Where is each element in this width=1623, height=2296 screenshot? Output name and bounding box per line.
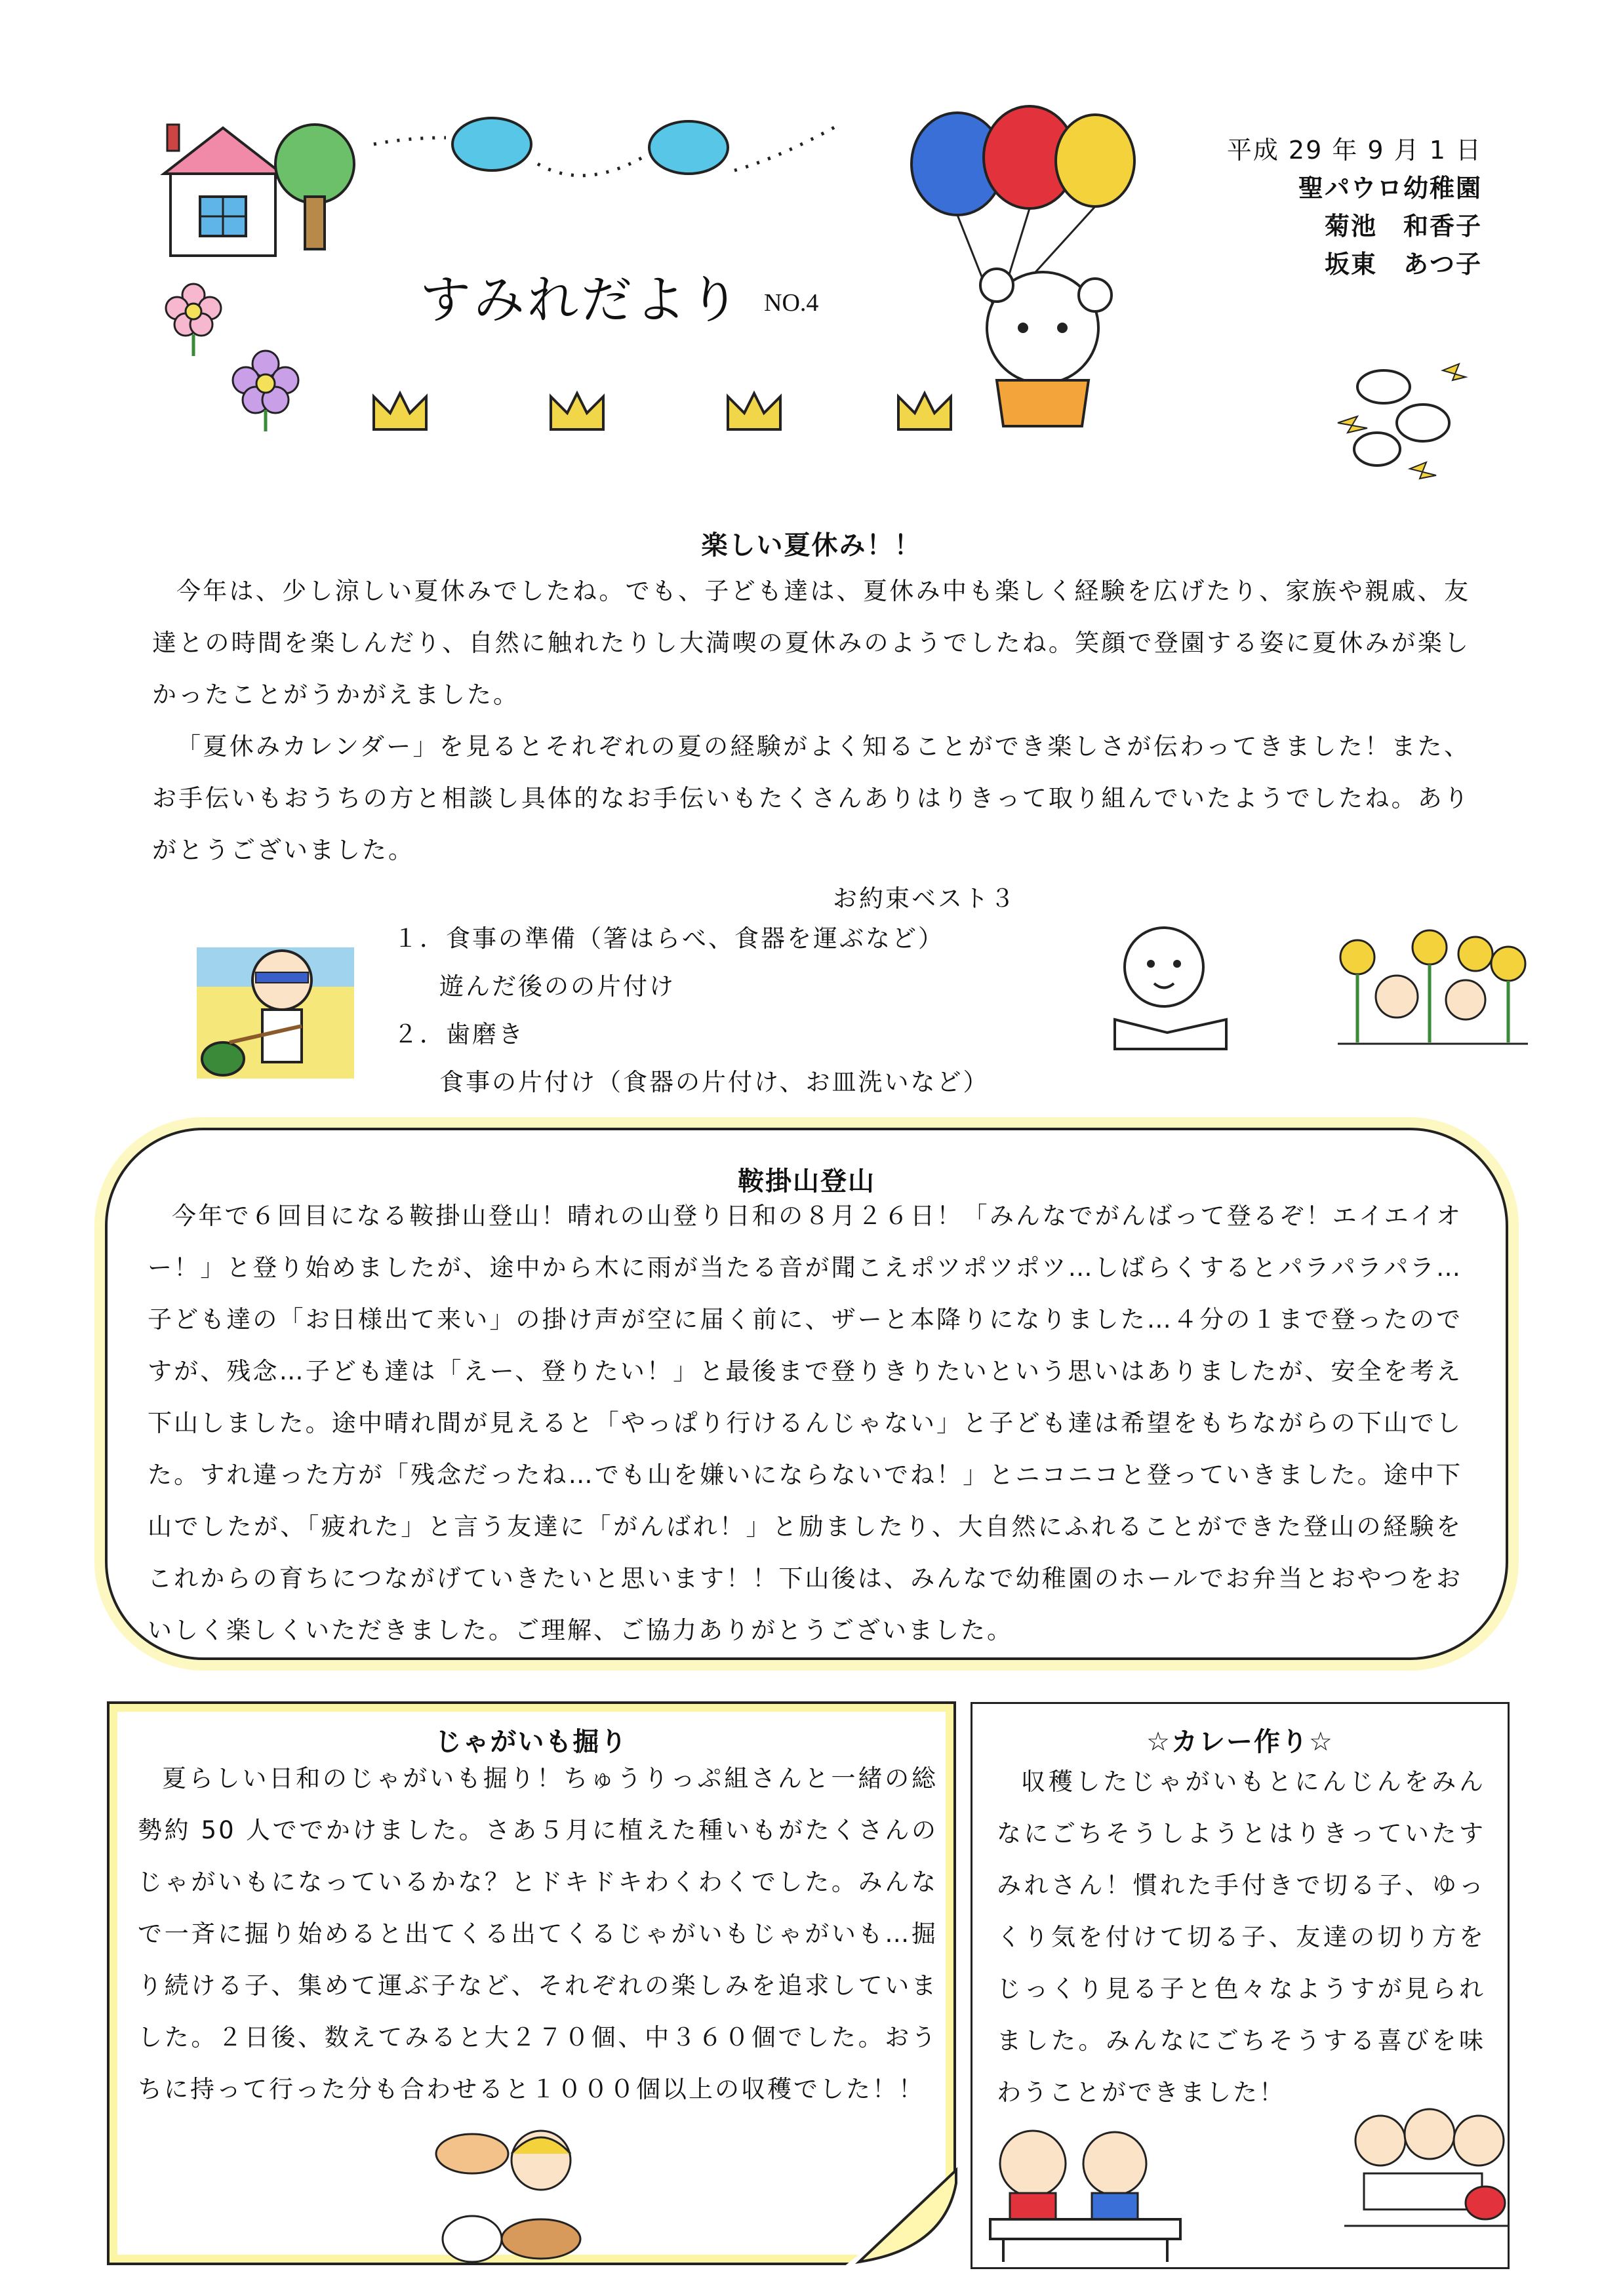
summer-heading: 楽しい夏休み！！ — [701, 530, 922, 561]
children-eating-illustration — [977, 2114, 1193, 2265]
best-promises-title: お約束ベスト３ — [833, 884, 1016, 913]
page-curl-corner — [846, 2170, 961, 2268]
issue-number: NO.4 — [764, 289, 819, 317]
best-item-2-extra: 食事の片付け（食器の片付け、お皿洗いなど） — [439, 1068, 990, 1096]
watermelon-splitting-illustration — [190, 928, 361, 1085]
summer-paragraph-2: 「夏休みカレンダー」を見るとそれぞれの夏の経験がよく知ることができ楽しさが伝わってきました！また、お手伝いもおうちの方と相談し具体的なお手伝いもたくさんありはりきって取り組んでいたようでしたね。ありがとうございました。 — [152, 732, 1470, 864]
mountain-heading: 鞍掛山登山 — [738, 1166, 875, 1197]
flower-large-icon — [226, 347, 305, 433]
flower-small-icon — [161, 279, 226, 357]
birds-dotted-path-illustration — [367, 105, 918, 210]
curry-heading: ☆カレー作り☆ — [1146, 1727, 1334, 1757]
summer-paragraph-1: 今年は、少し涼しい夏休みでしたね。でも、子ども達は、夏休み中も楽しく経験を広げたり、家族や親戚、友達との時間を楽しんだり、自然に触れたりし大満喫の夏休みのようでしたね。笑顔で登園する姿に夏休みが楽しかったことがうかがえました。 — [152, 577, 1470, 709]
newsletter-title: すみれだより — [420, 271, 743, 330]
best-item-2: ２．歯磨き — [393, 1020, 525, 1048]
author-1: 菊池 和香子 — [1324, 212, 1482, 241]
mountain-body: 今年で６回目になる鞍掛山登山！晴れの山登り日和の８月２６日！「みんなでがんばって登るぞ！エイエイオー！」と登り始めましたが、途中から木に雨が当たる音が聞こえポツポツポツ…しばらくするとパラパラパラ…子ども達の「お日様出て来い」の掛け声が空に届く前に、ザーと本降りになりました…４分の１まで登ったのですが、残念…子ども達は「えー、登りたい！」と最後まで登りきりたいという思いはありましたが、安全を考え下山しました。途中晴れ間が見えると「やっぱり行けるんじゃない」と子ども達は希望をもちながらの下山でした。すれ違った方が「残念だったね…でも山を嫌いにならないでね！」とニコニコと登っていきました。途中下山でしたが、「疲れた」と言う友達に「がんばれ！」と励ましたり、大自然にふれることができた登山の経験をこれからの育ちにつながげていきたいと思います！！下山後は、みんなで幼稚園のホールでお弁当とおやつをおいしく楽しくいただきました。ご理解、ご協力ありがとうございました。 — [148, 1202, 1462, 1644]
crowns-row-illustration — [367, 384, 957, 436]
best-item-1: １．食事の準備（箸はらべ、食器を運ぶなど） — [393, 924, 944, 953]
children-cooking-illustration — [1344, 2095, 1508, 2239]
child-reading-book-illustration — [1108, 921, 1233, 1052]
author-2: 坂東 あつ子 — [1324, 250, 1482, 279]
best-item-1-extra: 遊んだ後のの片付け — [439, 972, 675, 1000]
potato-body: 夏らしい日和のじゃがいも掘り！ちゅうりっぷ組さんと一緒の総勢約 50 人ででかけました。さあ５月に植えた種いもがたくさんのじゃがいもになっているかな？とドキドキわくわくでした。みんなで一斉に掘り始めると出てくる出てくるじゃがいもじゃがいも…掘り続ける子、集めて運ぶ子など、それぞれの楽しみを追求していました。２日後、数えてみると大２７０個、中３６０個でした。おうちに持って行った分も合わせると１０００個以上の収穫でした！！ — [138, 1764, 938, 2103]
sunflowers-children-illustration — [1338, 931, 1528, 1049]
house-tree-illustration — [151, 118, 367, 269]
best-promises-list — [393, 915, 990, 1106]
summer-body — [152, 565, 1470, 876]
issue-date: 平成 29 年 9 月 1 日 — [1226, 136, 1482, 165]
school-name: 聖パウロ幼稚園 — [1298, 174, 1482, 203]
bugs-illustration — [1331, 351, 1469, 495]
potato-heading: じゃがいも掘り — [435, 1727, 628, 1757]
curry-body: 収穫したじゃがいもとにんじんをみんなにごちそうしようとはりきっていたすみれさん！慣れた手付きで切る子、ゆっくり気を付けて切る子、友達の切り方をじっくり見る子と色々なようすが見られました。みんなにごちそうする喜びを味わうことができました！ — [997, 1768, 1485, 2107]
potato-digging-children-illustration — [426, 2114, 597, 2278]
header-info — [1089, 131, 1482, 283]
